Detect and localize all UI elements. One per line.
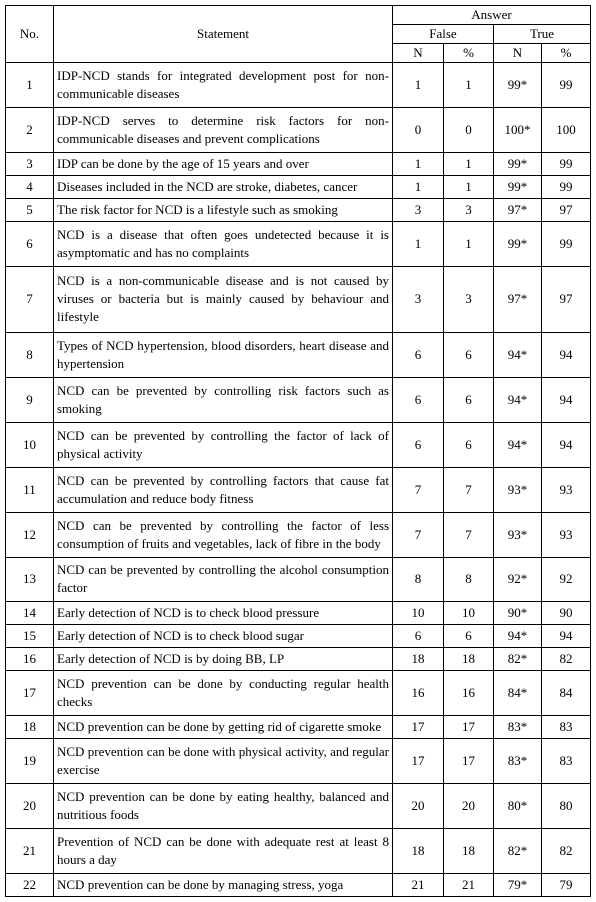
row-number: 2 <box>6 107 54 152</box>
row-false-percent: 6 <box>444 333 494 378</box>
row-number: 14 <box>6 602 54 625</box>
row-statement: NCD can be prevented by controlling the factor of less consumption of fruits and vegetables, lack of fibre in the body <box>54 512 393 557</box>
row-false-n: 10 <box>393 602 444 625</box>
row-false-percent: 0 <box>444 107 494 152</box>
row-statement: IDP-NCD stands for integrated development post for non-communicable diseases <box>54 63 393 108</box>
row-false-n: 16 <box>393 671 444 716</box>
header-no: No. <box>6 6 54 63</box>
row-statement: The risk factor for NCD is a lifestyle such as smoking <box>54 198 393 221</box>
row-false-n: 1 <box>393 175 444 198</box>
row-true-n: 99* <box>494 152 542 175</box>
row-false-n: 6 <box>393 378 444 423</box>
row-false-n: 3 <box>393 266 444 333</box>
row-true-n: 84* <box>494 671 542 716</box>
row-false-n: 7 <box>393 512 444 557</box>
row-false-percent: 17 <box>444 716 494 739</box>
row-number: 7 <box>6 266 54 333</box>
row-number: 16 <box>6 648 54 671</box>
table-row <box>6 152 591 175</box>
row-statement: NCD can be prevented by controlling the factor of lack of physical activity <box>54 422 393 467</box>
row-false-percent: 6 <box>444 422 494 467</box>
table-row <box>6 221 591 266</box>
header-true-n: N <box>494 44 542 63</box>
row-true-percent: 79 <box>542 873 591 896</box>
row-false-n: 7 <box>393 467 444 512</box>
row-false-percent: 10 <box>444 602 494 625</box>
row-number: 8 <box>6 333 54 378</box>
row-true-n: 83* <box>494 739 542 784</box>
row-true-percent: 99 <box>542 175 591 198</box>
table-row <box>6 557 591 602</box>
row-statement: NCD prevention can be done by conducting regular health checks <box>54 671 393 716</box>
row-true-n: 99* <box>494 63 542 108</box>
row-number: 3 <box>6 152 54 175</box>
row-statement: NCD prevention can be done by managing stress, yoga <box>54 873 393 896</box>
row-true-n: 93* <box>494 512 542 557</box>
row-false-n: 1 <box>393 63 444 108</box>
header-statement: Statement <box>54 6 393 63</box>
row-true-n: 99* <box>494 175 542 198</box>
row-true-n: 80* <box>494 784 542 829</box>
row-number: 5 <box>6 198 54 221</box>
row-number: 17 <box>6 671 54 716</box>
row-true-percent: 93 <box>542 467 591 512</box>
row-true-percent: 94 <box>542 378 591 423</box>
row-statement: Diseases included in the NCD are stroke, diabetes, cancer <box>54 175 393 198</box>
row-false-n: 20 <box>393 784 444 829</box>
row-number: 20 <box>6 784 54 829</box>
row-statement: NCD prevention can be done with physical activity, and regular exercise <box>54 739 393 784</box>
row-number: 19 <box>6 739 54 784</box>
row-true-percent: 99 <box>542 63 591 108</box>
row-false-percent: 17 <box>444 739 494 784</box>
row-true-percent: 90 <box>542 602 591 625</box>
row-true-percent: 100 <box>542 107 591 152</box>
row-statement: NCD can be prevented by controlling the alcohol consumption factor <box>54 557 393 602</box>
row-statement: NCD is a disease that often goes undetected because it is asymptomatic and has no complaints <box>54 221 393 266</box>
header-true: True <box>494 25 591 44</box>
table-row <box>6 175 591 198</box>
row-true-percent: 99 <box>542 221 591 266</box>
table-header <box>6 6 591 63</box>
knowledge-table <box>5 5 591 897</box>
row-false-n: 18 <box>393 829 444 874</box>
row-false-percent: 6 <box>444 378 494 423</box>
row-false-n: 3 <box>393 198 444 221</box>
row-true-percent: 94 <box>542 625 591 648</box>
row-false-percent: 1 <box>444 221 494 266</box>
table-row <box>6 739 591 784</box>
table-row <box>6 784 591 829</box>
row-false-percent: 21 <box>444 873 494 896</box>
row-number: 18 <box>6 716 54 739</box>
row-statement: IDP-NCD serves to determine risk factors for non-communicable diseases and prevent complications <box>54 107 393 152</box>
row-true-percent: 82 <box>542 829 591 874</box>
row-statement: IDP can be done by the age of 15 years and over <box>54 152 393 175</box>
row-false-percent: 7 <box>444 467 494 512</box>
header-false-n: N <box>393 44 444 63</box>
row-true-percent: 92 <box>542 557 591 602</box>
row-true-n: 90* <box>494 602 542 625</box>
row-false-percent: 3 <box>444 266 494 333</box>
table-body <box>6 63 591 897</box>
row-false-n: 1 <box>393 221 444 266</box>
row-false-n: 21 <box>393 873 444 896</box>
header-true-percent: % <box>542 44 591 63</box>
row-false-percent: 6 <box>444 625 494 648</box>
row-number: 10 <box>6 422 54 467</box>
row-statement: Early detection of NCD is to check blood pressure <box>54 602 393 625</box>
row-true-n: 82* <box>494 829 542 874</box>
row-false-percent: 3 <box>444 198 494 221</box>
row-true-percent: 97 <box>542 266 591 333</box>
row-true-percent: 94 <box>542 422 591 467</box>
row-number: 6 <box>6 221 54 266</box>
row-true-percent: 99 <box>542 152 591 175</box>
row-statement: NCD is a non-communicable disease and is not caused by viruses or bacteria but is mainly caused by behaviour and lifestyle <box>54 266 393 333</box>
table-row <box>6 648 591 671</box>
row-true-percent: 83 <box>542 716 591 739</box>
row-true-n: 94* <box>494 378 542 423</box>
row-true-n: 83* <box>494 716 542 739</box>
row-true-n: 92* <box>494 557 542 602</box>
header-answer: Answer <box>393 6 591 25</box>
row-number: 22 <box>6 873 54 896</box>
header-false: False <box>393 25 494 44</box>
row-statement: NCD prevention can be done by eating healthy, balanced and nutritious foods <box>54 784 393 829</box>
row-false-n: 17 <box>393 739 444 784</box>
row-false-n: 0 <box>393 107 444 152</box>
row-number: 11 <box>6 467 54 512</box>
row-number: 12 <box>6 512 54 557</box>
row-false-percent: 1 <box>444 63 494 108</box>
row-false-percent: 16 <box>444 671 494 716</box>
table-row <box>6 602 591 625</box>
table-row <box>6 107 591 152</box>
row-false-n: 6 <box>393 625 444 648</box>
row-false-n: 6 <box>393 333 444 378</box>
row-number: 4 <box>6 175 54 198</box>
table-row <box>6 63 591 108</box>
row-false-percent: 1 <box>444 175 494 198</box>
row-true-percent: 82 <box>542 648 591 671</box>
table-row <box>6 422 591 467</box>
row-number: 9 <box>6 378 54 423</box>
row-false-n: 8 <box>393 557 444 602</box>
row-true-percent: 83 <box>542 739 591 784</box>
row-number: 1 <box>6 63 54 108</box>
row-true-percent: 97 <box>542 198 591 221</box>
row-statement: NCD can be prevented by controlling risk factors such as smoking <box>54 378 393 423</box>
row-true-n: 100* <box>494 107 542 152</box>
row-false-percent: 18 <box>444 648 494 671</box>
row-false-percent: 7 <box>444 512 494 557</box>
table-row <box>6 266 591 333</box>
row-true-percent: 84 <box>542 671 591 716</box>
row-true-percent: 94 <box>542 333 591 378</box>
table-row <box>6 716 591 739</box>
table-row <box>6 625 591 648</box>
table-row <box>6 829 591 874</box>
row-true-n: 97* <box>494 198 542 221</box>
table-row <box>6 198 591 221</box>
row-statement: Early detection of NCD is to check blood sugar <box>54 625 393 648</box>
row-false-n: 18 <box>393 648 444 671</box>
row-true-n: 94* <box>494 625 542 648</box>
table-row <box>6 512 591 557</box>
row-true-n: 93* <box>494 467 542 512</box>
row-statement: Prevention of NCD can be done with adequate rest at least 8 hours a day <box>54 829 393 874</box>
row-statement: NCD can be prevented by controlling factors that cause fat accumulation and reduce body fitness <box>54 467 393 512</box>
row-false-n: 6 <box>393 422 444 467</box>
table-row <box>6 873 591 896</box>
header-false-percent: % <box>444 44 494 63</box>
row-number: 15 <box>6 625 54 648</box>
row-false-percent: 20 <box>444 784 494 829</box>
row-true-percent: 93 <box>542 512 591 557</box>
row-false-percent: 8 <box>444 557 494 602</box>
table-row <box>6 333 591 378</box>
row-true-n: 82* <box>494 648 542 671</box>
row-false-n: 17 <box>393 716 444 739</box>
table-row <box>6 671 591 716</box>
row-statement: NCD prevention can be done by getting rid of cigarette smoke <box>54 716 393 739</box>
table-row <box>6 467 591 512</box>
row-number: 13 <box>6 557 54 602</box>
row-true-n: 99* <box>494 221 542 266</box>
row-true-n: 79* <box>494 873 542 896</box>
row-true-n: 97* <box>494 266 542 333</box>
row-false-percent: 1 <box>444 152 494 175</box>
row-statement: Early detection of NCD is by doing BB, LP <box>54 648 393 671</box>
row-true-n: 94* <box>494 333 542 378</box>
row-true-percent: 80 <box>542 784 591 829</box>
row-false-percent: 18 <box>444 829 494 874</box>
row-false-n: 1 <box>393 152 444 175</box>
table-row <box>6 378 591 423</box>
row-true-n: 94* <box>494 422 542 467</box>
row-number: 21 <box>6 829 54 874</box>
row-statement: Types of NCD hypertension, blood disorders, heart disease and hypertension <box>54 333 393 378</box>
